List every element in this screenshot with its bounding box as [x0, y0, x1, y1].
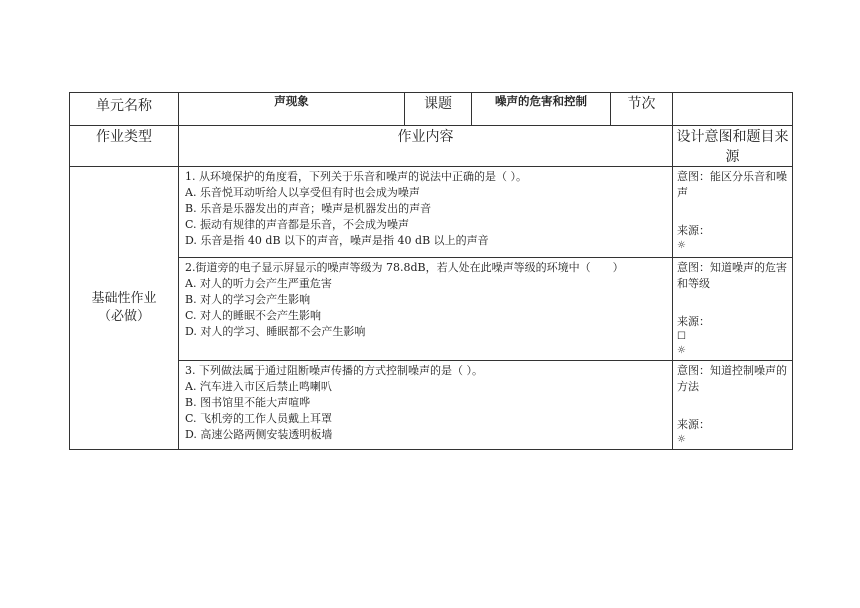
option-c: C. 振动有规律的声音都是乐音，不会成为噪声	[185, 218, 410, 231]
option-b: B. 乐音是乐器发出的声音；噪声是机器发出的声音	[185, 202, 432, 215]
intent-text: 意图：能区分乐音和噪声	[677, 170, 787, 199]
option-d: D. 对人的学习、睡眠都不会产生影响	[185, 325, 366, 338]
option-a: A. 乐音悦耳动听给人以享受但有时也会成为噪声	[185, 186, 420, 199]
homework-table	[69, 92, 793, 450]
intent-text: 意图：知道控制噪声的方法	[677, 364, 787, 393]
option-d: D. 高速公路两侧安装透明板墙	[185, 428, 333, 441]
option-c: C. 飞机旁的工作人员戴上耳罩	[185, 412, 333, 425]
option-b: B. 图书馆里不能大声喧哗	[185, 396, 311, 409]
source-label: 来源：	[677, 418, 710, 431]
sun-mark-icon: ☼	[677, 345, 686, 356]
intent-cell-3	[673, 361, 793, 450]
unit-name-label-cell	[70, 93, 179, 126]
option-a: A. 对人的听力会产生严重危害	[185, 277, 332, 290]
intent-cell-2	[673, 258, 793, 361]
question-row-3	[70, 361, 793, 450]
category-cell	[70, 167, 179, 450]
option-d: D. 乐音是指 40 dB 以下的声音，噪声是指 40 dB 以上的声音	[185, 234, 489, 247]
lesson-value: 噪声的危害和控制	[472, 93, 611, 126]
unit-name-label: 单元名称	[96, 98, 152, 114]
lesson-label: 课题	[405, 93, 472, 126]
column-type-header: 作业类型	[70, 126, 179, 167]
question-stem: 3. 下列做法属于通过阻断噪声传播的方式控制噪声的是（ ）。	[185, 364, 483, 377]
intent-text: 意图：知道噪声的危害和等级	[677, 261, 787, 290]
option-c: C. 对人的睡眠不会产生影响	[185, 309, 322, 322]
intent-cell-1	[673, 167, 793, 258]
section-label: 节次	[611, 93, 673, 126]
sun-mark-icon: ☼	[677, 240, 686, 251]
checkbox-mark-icon: ☐	[677, 331, 686, 342]
column-content-header: 作业内容	[179, 126, 673, 167]
sun-mark-icon: ☼	[677, 434, 686, 445]
category-title: 基础性作业	[91, 291, 157, 306]
option-a: A. 汽车进入市区后禁止鸣喇叭	[185, 380, 332, 393]
source-label: 来源：	[677, 315, 710, 328]
option-b: B. 对人的学习会产生影响	[185, 293, 311, 306]
column-header-row	[70, 126, 793, 167]
question-stem: 1. 从环境保护的角度看，下列关于乐音和噪声的说法中正确的是（ ）。	[185, 170, 527, 183]
source-label: 来源：	[677, 224, 710, 237]
column-intent-header: 设计意图和题目来源	[673, 126, 793, 167]
unit-name-value: 声现象	[179, 93, 405, 126]
section-value	[673, 93, 793, 126]
question-stem: 2.街道旁的电子显示屏显示的噪声等级为 78.8dB，若人处在此噪声等级的环境中（ ）	[185, 261, 624, 274]
question-3	[179, 361, 673, 450]
question-row-2	[70, 258, 793, 361]
category-note: （必做）	[97, 309, 150, 324]
question-2	[179, 258, 673, 361]
header-row	[70, 93, 793, 126]
question-1	[179, 167, 673, 258]
question-row-1	[70, 167, 793, 258]
